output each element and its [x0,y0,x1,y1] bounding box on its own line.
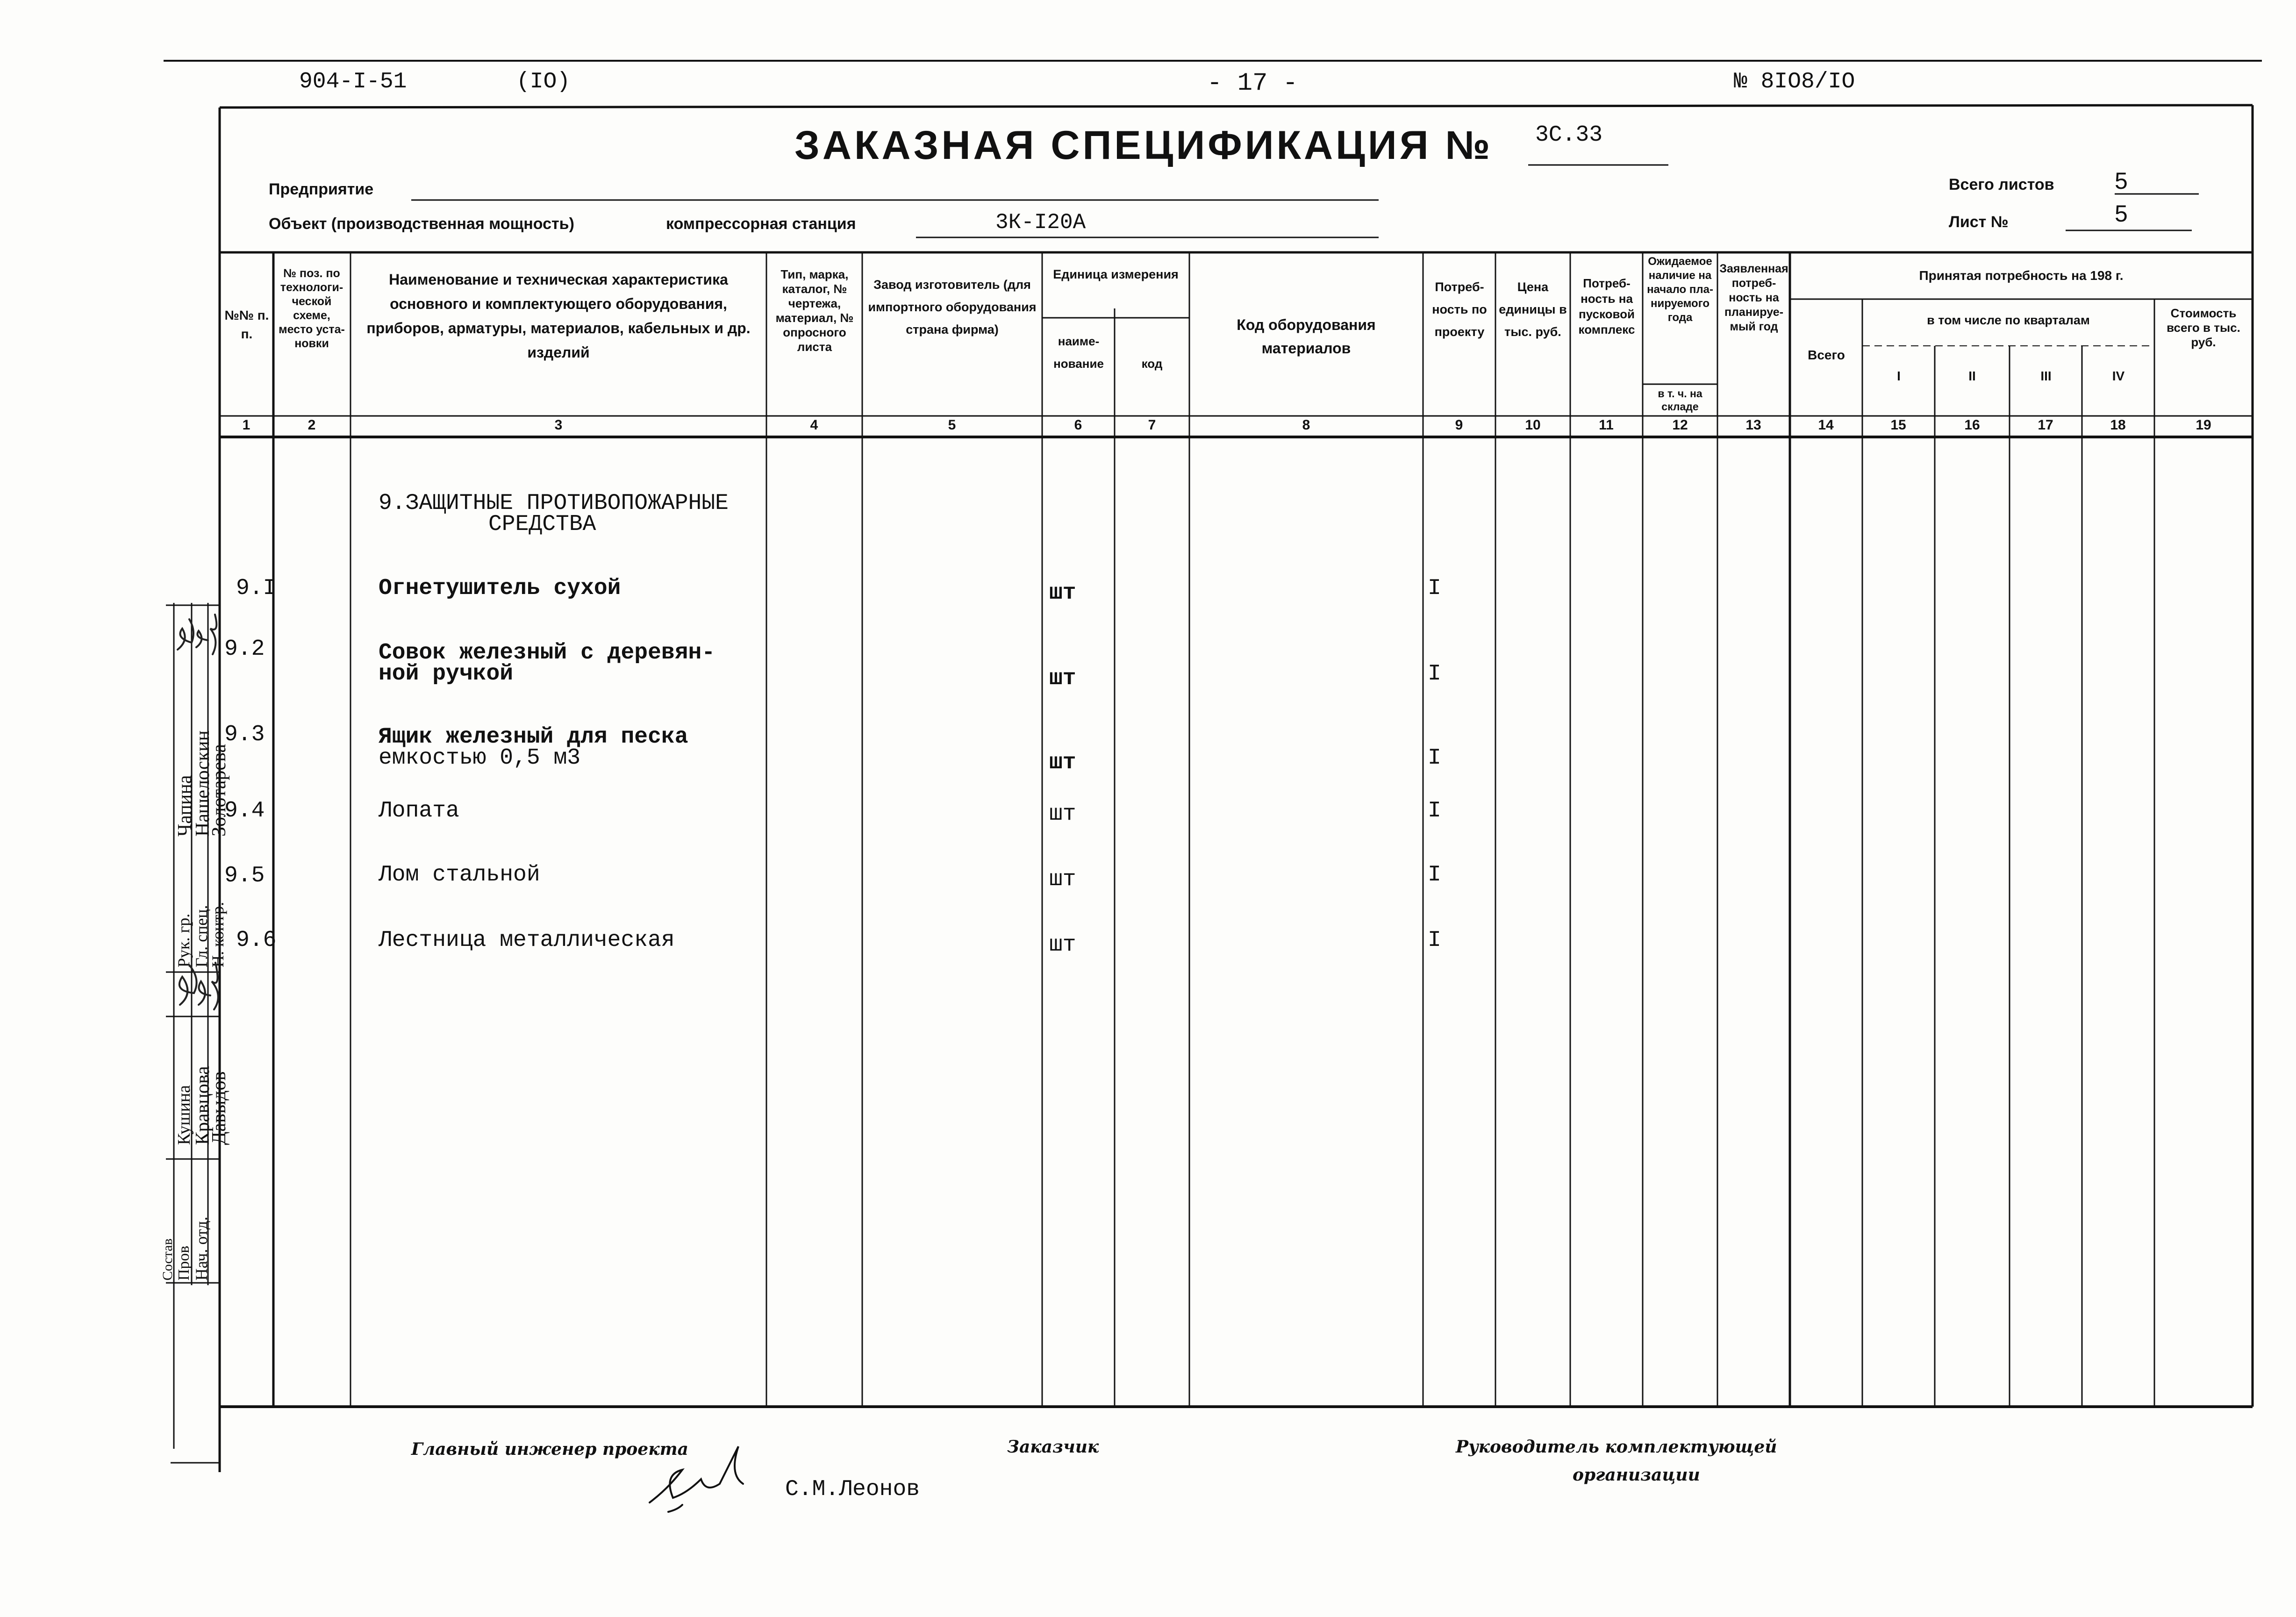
section-title: 9.ЗАЩИТНЫЕ ПРОТИВОПОЖАРНЫЕ [379,491,729,516]
total-sheets-value: 5 [2115,168,2128,194]
col-header-3: Наименование и техническая характеристика основного и комплектующего оборудования, приборов, арматуры, материалов, кабельных и др. изделий [366,271,751,361]
col-header-8: Код оборудования материалов [1237,316,1376,357]
spec-number: 3С.33 [1535,122,1603,148]
col-number: 14 [1818,417,1834,433]
col-header-2: № поз. по технологической схеме, место установки [279,267,345,350]
stamp-role: Пров [175,1245,193,1281]
col-header-5: Завод изготовитель (для импортного оборудования страна фирма) [868,278,1037,336]
col-number: 2 [308,417,316,433]
col-number: 4 [810,417,818,433]
customer-label: Заказчик [1007,1437,1099,1457]
col-number: 5 [948,417,956,433]
item-number: 9.5 [224,863,265,888]
quarter-2-header: II [1968,369,1976,383]
object-value-prefix: компрессорная станция [666,215,856,233]
sheet-value: 5 [2115,200,2128,227]
chief-engineer-name: С.М.Леонов [785,1477,920,1502]
stamp-name: Кравцова [192,1066,214,1145]
col-header-1: №№ п. п. [224,308,269,341]
col-header-12: Ожидаемое наличие на начало планируемого года [1647,255,1713,324]
col-number: 8 [1302,417,1310,433]
item-quantity: I [1428,928,1441,953]
unit-group-header: Единица измерения [1053,267,1179,281]
stamp-name: Нашелоскин [192,730,214,837]
item-unit: шт [1049,750,1076,775]
item-name: Совок железный с деревян- [379,640,715,665]
item-number: 9.3 [224,722,265,747]
project-code: 904-I-51 [299,69,407,94]
col-number: 12 [1672,417,1688,433]
col-number: 1 [242,417,250,433]
edition-code: (IO) [516,69,571,94]
item-unit: шт [1049,580,1076,606]
item-name: Лопата [379,798,459,823]
item-name: Ящик железный для песка [379,724,688,750]
item-unit: шт [1049,666,1076,691]
col-header-4: Тип, марка, каталог, № чертежа, материал, № опросного листа [775,267,854,354]
form-title: ЗАКАЗНАЯ СПЕЦИФИКАЦИЯ № [794,123,1493,168]
col-number: 15 [1890,417,1906,433]
stamp-signatures [159,603,224,1023]
col-header-13: Заявленная потребность на планируемый год [1719,262,1788,333]
stamp-name: Давыдов [208,1071,230,1145]
item-unit: шт [1049,801,1076,827]
col-number: 3 [554,417,563,433]
col-number: 9 [1455,417,1463,433]
item-quantity: I [1428,576,1441,601]
col-number: 18 [2110,417,2126,433]
item-name-cont: емкостью 0,5 м3 [379,745,581,771]
supplier-label: Руководитель комплектующей [1456,1437,1777,1457]
col-header-6: наименование [1053,334,1104,371]
item-unit: шт [1049,867,1076,892]
col-header-12-sub: в т. ч. на складе [1658,387,1702,413]
section-title-cont: СРЕДСТВА [488,512,596,537]
col-number: 7 [1148,417,1156,433]
col-number: 10 [1525,417,1541,433]
item-unit: шт [1049,932,1076,958]
stamp-name: Чапина [174,775,196,837]
col-number: 17 [2038,417,2053,433]
object-label: Объект (производственная мощность) [269,215,574,233]
stamp-role: Состав [160,1238,175,1281]
item-quantity: I [1428,862,1441,887]
col-header-7: код [1141,357,1163,371]
item-number: 9.4 [224,798,265,823]
accepted-group-header: Принятая потребность на 198 г. [1919,268,2124,283]
col-header-9: Потребность по проекту [1432,280,1487,339]
sheet-label: Лист № [1949,213,2009,231]
quarter-3-header: III [2040,369,2052,383]
quarters-group-header: в том числе по кварталам [1927,313,2090,327]
supplier-label-cont: организации [1573,1465,1700,1485]
col-header-14: Всего [1808,348,1845,362]
stamp-role: Нач. отд. [192,1216,211,1281]
enterprise-label: Предприятие [269,180,374,198]
col-header-11: Потребность на пусковой комплекс [1578,276,1635,336]
col-header-19: Стоимость всего в тыс. руб. [2167,306,2240,349]
stamp-role: Гл. спец. [192,905,211,967]
item-name-cont: ной ручкой [379,661,514,687]
chief-engineer-label: Главный инженер проекта [411,1439,688,1459]
item-name: Огнетушитель сухой [379,576,621,601]
quarter-4-header: IV [2112,369,2125,383]
object-value: 3К-I20А [995,210,1086,235]
item-number: 9.2 [224,637,265,662]
page-number: - 17 - [1207,69,1298,98]
col-number: 6 [1074,417,1082,433]
stamp-name: Золотарева [208,744,230,837]
item-name: Лом стальной [379,862,540,887]
item-number: 9.6 [236,928,277,953]
item-quantity: I [1428,661,1441,687]
item-quantity: I [1428,745,1441,771]
document-number: № 8IO8/IO [1734,69,1855,94]
col-number: 11 [1599,417,1614,433]
col-number: 19 [2196,417,2211,433]
stamp-role: Рук. гр. [174,913,193,967]
col-number: 16 [1964,417,1980,433]
total-sheets-label: Всего листов [1949,176,2054,193]
item-number: 9.I [236,576,277,601]
chief-engineer-signature [640,1442,762,1521]
stamp-name: Кушина [174,1085,194,1145]
item-name: Лестница металлическая [379,928,675,953]
stamp-role: Н. контр. [208,902,227,967]
col-number: 13 [1745,417,1761,433]
item-quantity: I [1428,798,1441,823]
quarter-1-header: I [1897,369,1901,383]
col-header-10: Цена единицы в тыс. руб. [1499,280,1567,339]
